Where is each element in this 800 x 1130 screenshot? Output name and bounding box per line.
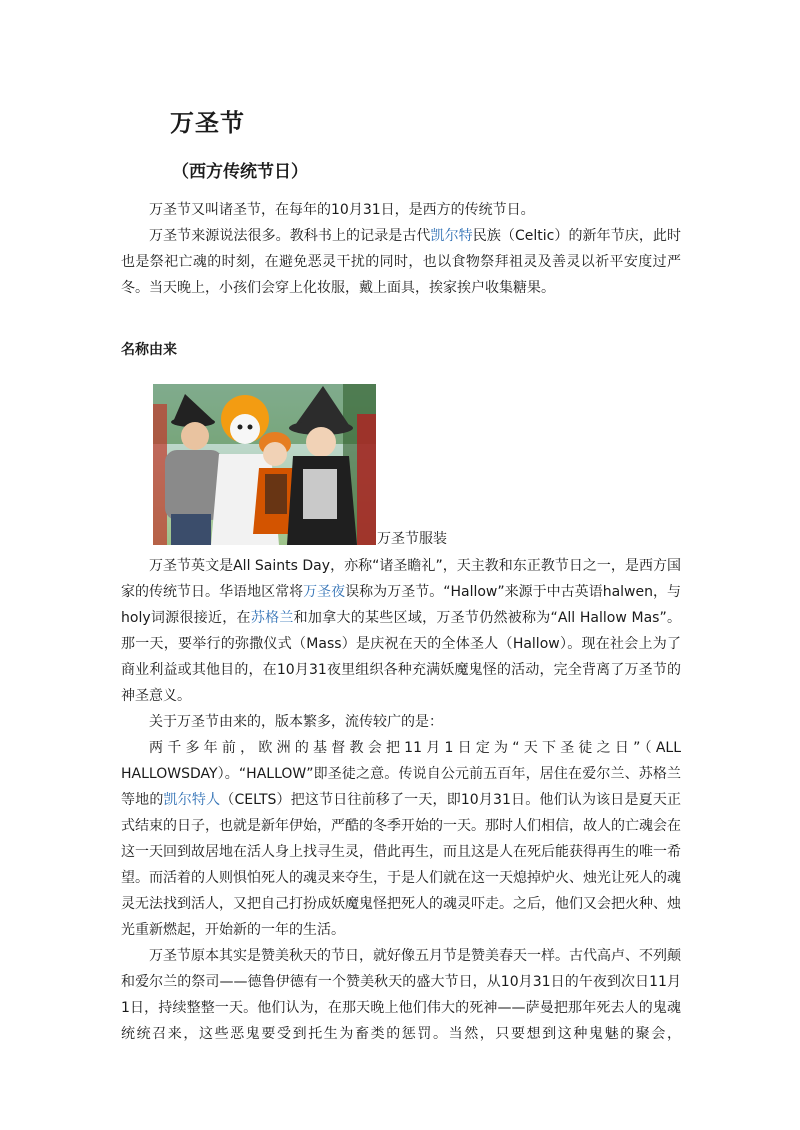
scotland-link[interactable]: 苏格兰 (250, 610, 294, 626)
celtic-link[interactable]: 凯尔特 (430, 228, 473, 244)
halloween-eve-link[interactable]: 万圣夜 (303, 584, 346, 600)
section-heading: 名称由来 (121, 342, 177, 358)
text-run: （CELTS）把这节日往前移了一天，即10月31日。他们认为该日是夏天正式结束的日子，也就是新年伊始，严酷的冬季开始的一天。那时人们相信，故人的亡魂会在这一天回到故居地在活人身上找寻生灵，借此再生，而且这是人在死后能获得再生的唯一希望。而活着的人则惧怕死人的魂灵来夺生，于是人们就在这一天熄掉炉火、烛光让死人的魂灵无法找到活人，又把自己打扮成妖魔鬼怪把死人的魂灵吓走。之后，他们又会把火种、烛光重新燃起，开始新的一年的生活。 (121, 792, 682, 938)
text-run: 万圣节英文是All Saints Day，亦称“诸圣瞻礼”，天主教和东正教节日之一，是西方国家的传统节日。华语地区常将 (121, 558, 681, 600)
text-run: 误称为万圣节。“Hallow”来源于中古英语halwen，与holy词源很接近，在 (121, 584, 682, 626)
intro-section (121, 197, 681, 301)
text-run: 民族（Celtic）的新年节庆，此时也是祭祀亡魂的时刻，在避免恶灵干扰的同时，也以食物祭拜祖灵及善灵以祈平安度过严冬。当天晚上，小孩们会穿上化妆服，戴上面具，挨家挨户收集糖果。 (121, 228, 682, 296)
intro-paragraph-2 (121, 223, 681, 301)
body-paragraph-3 (121, 735, 681, 943)
photo-caption: 万圣节服装 (377, 531, 447, 547)
page-title: 万圣节 (170, 109, 245, 137)
halloween-costume-photo (153, 384, 376, 545)
text-run: 和加拿大的某些区域，万圣节仍然被称为“All Hallow Mas”。那一天，要举行的弥撒仪式（Mass）是庆祝在天的全体圣人（Hallow）。现在社会上为了商业利益或其他目的，在10月31夜里组织各种充满妖魔鬼怪的活动，完全背离了万圣节的神圣意义。 (121, 610, 681, 704)
text-run: 万圣节来源说法很多。教科书上的记录是古代 (149, 228, 431, 244)
celts-link[interactable]: 凯尔特人 (163, 792, 221, 808)
intro-paragraph-1: 万圣节又叫诸圣节，在每年的10月31日，是西方的传统节日。 (149, 202, 535, 218)
text-run: 两千多年前，欧洲的基督教会把11月1日定为“天下圣徒之日”（ALL HALLOWSDAY）。“HALLOW”即圣徒之意。传说自公元前五百年，居住在爱尔兰、苏格兰等地的 (121, 740, 681, 808)
page-subtitle: （西方传统节日） (172, 162, 308, 182)
origin-section (121, 553, 681, 1047)
body-paragraph-1 (121, 553, 681, 709)
body-paragraph-2: 关于万圣节由来的，版本繁多，流传较广的是： (149, 714, 443, 730)
body-paragraph-4: 万圣节原本其实是赞美秋天的节日，就好像五月节是赞美春天一样。古代高卢、不列颠和爱尔兰的祭司——德鲁伊德有一个赞美秋天的盛大节日，从10月31日的午夜到次日11月1日，持续整整一天。他们认为，在那天晚上他们伟大的死神——萨曼把那年死去人的鬼魂统统召来，这些恶鬼要受到托生为畜类的惩罚。当然，只要想到这种鬼魅的聚会， (121, 948, 681, 1042)
